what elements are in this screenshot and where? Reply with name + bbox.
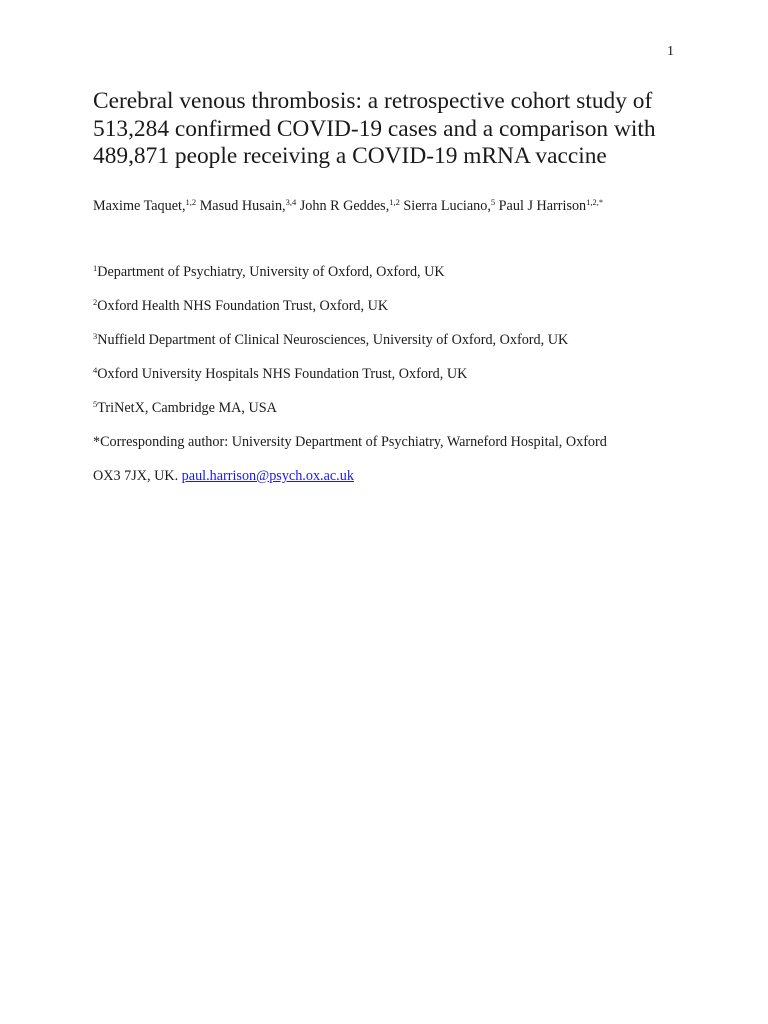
affiliation-5 — [93, 400, 277, 417]
title-line-3: 489,871 people receiving a COVID-19 mRNA vaccine — [93, 143, 607, 169]
corresponding-email-link[interactable]: paul.harrison@psych.ox.ac.uk — [181, 468, 354, 484]
author-affiliation-marker: 5 — [490, 197, 496, 207]
affiliation-2 — [93, 298, 388, 315]
author-affiliation-marker: 3,4 — [285, 197, 297, 207]
corresponding-author-line-2 — [93, 468, 354, 485]
author-affiliation-marker: 1,2 — [389, 197, 400, 207]
author-name: Maxime Taquet, — [93, 198, 186, 214]
page-number: 1 — [667, 44, 674, 59]
title-line-2: 513,284 confirmed COVID-19 cases and a comparison with — [93, 115, 656, 142]
author-list — [93, 198, 603, 215]
author-name: Sierra Luciano, — [403, 198, 491, 214]
affiliation-1 — [93, 264, 445, 281]
affiliation-text: Oxford Health NHS Foundation Trust, Oxford, UK — [97, 298, 389, 314]
corresponding-author-line-1: *Corresponding author: University Department of Psychiatry, Warneford Hospital, Oxford — [93, 434, 607, 450]
affiliation-4 — [93, 366, 467, 383]
affiliation-marker: 5 — [93, 399, 98, 409]
affiliation-text: Oxford University Hospitals NHS Foundation Trust, Oxford, UK — [97, 366, 468, 382]
affiliation-text: Department of Psychiatry, University of Oxford, Oxford, UK — [97, 264, 445, 280]
author-name: Paul J Harrison — [498, 198, 587, 214]
affiliation-3 — [93, 332, 568, 349]
affiliation-marker: 3 — [93, 331, 98, 341]
affiliation-text: TriNetX, Cambridge MA, USA — [97, 400, 277, 416]
affiliation-marker: 4 — [93, 365, 98, 375]
corresponding-address-tail: OX3 7JX, UK. — [93, 468, 182, 484]
author-affiliation-marker: 1,2,* — [586, 197, 604, 207]
paper-title — [93, 88, 693, 171]
author-name: John R Geddes, — [299, 198, 390, 214]
author-affiliation-marker: 1,2 — [185, 197, 197, 207]
affiliation-marker: 1 — [93, 263, 98, 273]
author-name: Masud Husain, — [199, 198, 286, 214]
title-line-1: Cerebral venous thrombosis: a retrospective cohort study of — [93, 88, 653, 114]
affiliation-text: Nuffield Department of Clinical Neurosciences, University of Oxford, Oxford, UK — [97, 332, 569, 348]
affiliation-marker: 2 — [93, 297, 98, 307]
